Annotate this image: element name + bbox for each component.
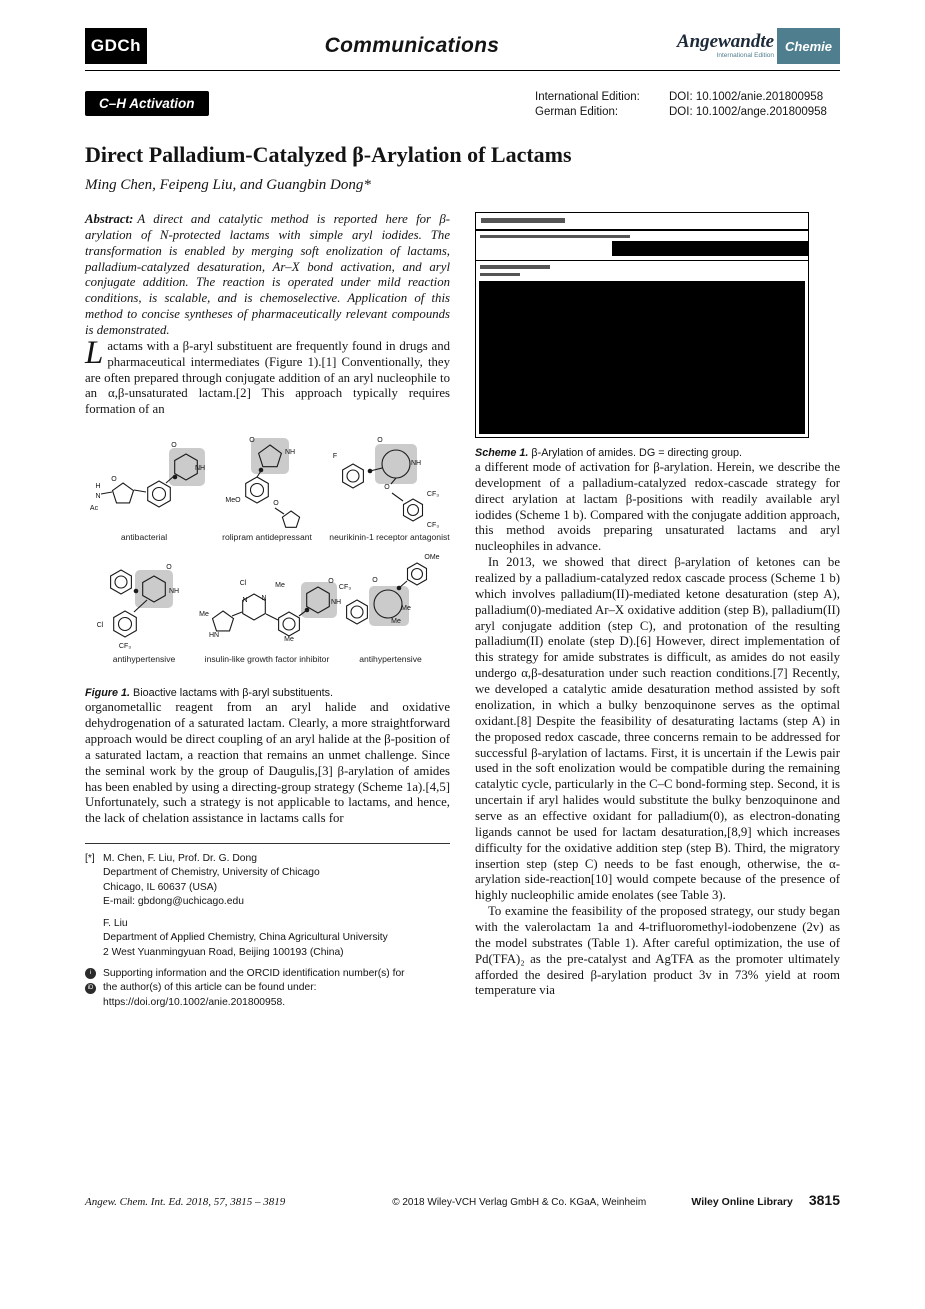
scheme-graphic-rule xyxy=(476,229,808,231)
supporting-line: Supporting information and the ORCID identification number(s) for xyxy=(103,967,405,979)
supporting-info-icon: i xyxy=(85,968,96,979)
email-link[interactable]: E-mail: gbdong@uchicago.edu xyxy=(103,896,244,908)
structure-label: antihypertensive xyxy=(359,654,422,665)
scheme-1-caption-label: Scheme 1. xyxy=(475,447,529,459)
atom-label: Cl xyxy=(96,622,104,630)
body-paragraph-5: To examine the feasibility of the proposed strategy, our study began with the valerolactam 1a and 4-trifluoromethyl-iodobenzene (2v) as the model substrates (Table 1). After careful optimization, the use of Pd(TFA)₂ as the pre-catalyst and AgTFA as the promoter ultimately afforded the desired β-arylation product 3v in 73% yield at room temperature via xyxy=(475,904,840,998)
dropcap: L xyxy=(85,334,104,371)
atom-label: N xyxy=(95,493,101,501)
angewandte-logo xyxy=(677,28,840,64)
intl-edition-label: International Edition: xyxy=(535,91,640,103)
affiliation-line: F. Liu xyxy=(103,917,128,929)
scheme-1-image xyxy=(475,212,809,438)
gdch-logo: GDCh xyxy=(85,28,147,64)
atom-label: O xyxy=(328,578,334,586)
footnote-rule xyxy=(85,843,450,844)
german-edition-doi[interactable]: DOI: 10.1002/ange.201800958 xyxy=(669,106,827,118)
body-paragraph-2: organometallic reagent from an aryl halide and oxidative dehydrogenation of a saturated lactam. Clearly, a more straightforward approach would be direct coupling of an aryl halide at the β-position of a saturated lactam, a reaction that remains an unmet challenge. Since the seminal work by the group of Daugulis,[3] β-arylation of amides has been enabled by using a directing-group strategy (Scheme 1a).[4,5] Unfortunately, such a strategy is not applicable to lactams, and hence, the lack of chelation assistance in lactams calls for xyxy=(85,700,450,826)
affiliation-line: M. Chen, F. Liu, Prof. Dr. G. Dong xyxy=(103,853,257,865)
footnote-marker-spacer xyxy=(85,917,103,960)
supporting-info-lines xyxy=(103,967,450,1010)
atom-label: Me xyxy=(275,582,285,590)
orcid-icon: iD xyxy=(85,983,96,994)
german-edition-label: German Edition: xyxy=(535,106,619,118)
right-column xyxy=(475,212,840,1017)
abstract-label: Abstract: xyxy=(85,212,134,226)
atom-label: O xyxy=(273,500,279,508)
figure-1 xyxy=(85,430,450,700)
atom-label: Me xyxy=(391,618,401,626)
page-number: 3815 xyxy=(808,1192,840,1208)
doi-link[interactable]: https://doi.org/10.1002/anie.201800958. xyxy=(103,996,286,1008)
atom-label: Me xyxy=(284,636,294,644)
scheme-graphic-rule xyxy=(476,260,808,261)
structure-label: insulin-like growth factor inhibitor xyxy=(204,654,330,665)
angewandte-wordmark xyxy=(677,32,774,60)
footnote-marker: [*] xyxy=(85,853,95,865)
scheme-graphic-block xyxy=(612,241,808,256)
atom-label: Ac xyxy=(89,505,99,513)
body-paragraph-3: a different mode of activation for β-arylation. Herein, we describe the development of a palladium-catalyzed redox-cascade strategy for direct arylation at lactam β-positions with readily available aryl iodides (Scheme 1 b). Compared with the conjugate addition approach, this method avoids preparing unsaturated lactams and aryl nucleophiles in advance. xyxy=(475,460,840,554)
angewandte-name: Angewandte xyxy=(676,31,775,53)
scheme-graphic-bar xyxy=(481,218,565,223)
figure-1-caption-label: Figure 1. xyxy=(85,687,130,700)
structure-label: antibacterial xyxy=(120,532,168,543)
journal-citation: Angew. Chem. Int. Ed. 2018, 57, 3815 – 3819 xyxy=(85,1196,286,1208)
intl-edition-doi[interactable]: DOI: 10.1002/anie.201800958 xyxy=(669,91,824,103)
affiliation-line: Department of Chemistry, University of Chicago xyxy=(103,867,320,879)
lactam-highlight xyxy=(251,438,289,474)
atom-label: O xyxy=(249,437,255,445)
scheme-graphic-bar xyxy=(480,265,550,269)
article-authors: Ming Chen, Feipeng Liu, and Guangbin Dong* xyxy=(85,177,371,193)
footnote-icons xyxy=(85,967,103,1010)
affiliation-line: Chicago, IL 60637 (USA) xyxy=(103,881,218,893)
atom-label: CF₃ xyxy=(118,643,132,651)
atom-label: O xyxy=(111,476,117,484)
copyright-notice: © 2018 Wiley-VCH Verlag GmbH & Co. KGaA, Weinheim xyxy=(392,1197,647,1208)
structure-label: neurikinin-1 receptor antagonist xyxy=(329,532,450,543)
abstract xyxy=(85,212,450,339)
atom-label: NH xyxy=(194,465,206,473)
scheme-1 xyxy=(475,212,840,460)
affiliation-line: 2 West Yuanmingyuan Road, Beijing 100193 (China) xyxy=(103,946,344,958)
topic-badge: C–H Activation xyxy=(85,91,209,116)
atom-label: H xyxy=(95,483,101,491)
affiliation-2 xyxy=(85,917,450,960)
affiliation-line: Department of Applied Chemistry, China Agricultural University xyxy=(103,932,388,944)
journal-section-title: Communications xyxy=(324,34,500,57)
page-footer xyxy=(85,1192,840,1208)
body-paragraph-1-text: actams with a β-aryl substituent are frequently found in drugs and pharmaceutical intermediates (Figure 1).[1] Conventionally, they are often prepared through conjugate addition of an aryl nucleophile to an α,β-unsaturated lactam.[2] This approach typically requires formation of an xyxy=(85,338,450,417)
scheme-graphic-bar xyxy=(480,235,630,238)
atom-label: NH xyxy=(168,588,180,596)
masthead-rule xyxy=(85,70,840,71)
atom-label: F xyxy=(332,453,338,461)
chemie-box: Chemie xyxy=(777,28,840,64)
atom-label: CF₃ xyxy=(338,584,352,592)
atom-label: N xyxy=(261,595,267,603)
atom-label: O xyxy=(166,564,172,572)
affiliation-1 xyxy=(85,852,450,910)
atom-label: MeO xyxy=(225,497,241,505)
abstract-text: A direct and catalytic method is reported here for β-arylation of N-protected lactams with simple aryl iodides. The transformation is enabled by merging soft enolization of lactams, palladium-catalyzed desaturation, Ar–X bond activation, and aryl conjugate addition. The reaction is operated under mild reaction conditions, is scalable, and is chemoselective. Application of this method to concise syntheses of pharmaceutically relevant compounds is demonstrated. xyxy=(85,212,450,338)
supporting-line: the author(s) of this article can be found under: xyxy=(103,982,317,994)
supporting-info xyxy=(85,967,450,1010)
angewandte-subtitle: International Edition xyxy=(716,52,775,60)
body-paragraph-1 xyxy=(85,334,450,418)
affiliation-2-lines xyxy=(103,917,450,960)
atom-label: NH xyxy=(284,449,296,457)
scheme-1-caption-text: β-Arylation of amides. DG = directing group. xyxy=(531,447,742,459)
journal-masthead xyxy=(85,24,840,68)
left-column xyxy=(85,212,450,1017)
footnote-block xyxy=(85,852,450,1010)
scheme-graphic-bar xyxy=(480,273,520,276)
footer-right xyxy=(691,1192,840,1208)
scheme-graphic-block xyxy=(479,281,805,434)
article-title: Direct Palladium-Catalyzed β-Arylation of Lactams xyxy=(85,142,572,167)
two-column-body xyxy=(85,212,840,1017)
atom-label: Me xyxy=(199,611,209,619)
figure-1-canvas xyxy=(85,430,450,680)
atom-label: O xyxy=(372,577,378,585)
scheme-1-caption xyxy=(475,446,840,460)
atom-label: OMe xyxy=(424,554,440,562)
atom-label: HN xyxy=(208,632,220,640)
figure-1-structures xyxy=(85,430,450,680)
atom-label: Cl xyxy=(239,580,247,588)
wiley-online-library-brand: Wiley Online Library xyxy=(691,1196,793,1208)
atom-label: Me xyxy=(401,605,411,613)
edition-dois xyxy=(535,91,840,118)
body-paragraph-4: In 2013, we showed that direct β-arylation of ketones can be realized by a palladium-catalyzed redox cascade process (Scheme 1 b) which involves palladium(II)-mediated ketone desaturation (step A), palladium(0)-mediated Ar–X oxidative addition (step B), palladium(II) aryl conjugate addition (step C), and protonation of the resulting palladium(II) enolate (step D).[6] However, direct implementation of this strategy for amide substrates is difficult, as amides do not easily undergo α,β-desaturation under such reaction conditions.[7] Recently, we developed a catalytic amide desaturation method assisted by soft enolization, in which a bulky benzoquinone serves as the optimal oxidant.[8] Despite the feasibility of desaturating lactams (step A) in the proposed redox cascade, three concerns remain to be addressed for successful β-arylation of lactams. First, it is uncertain if the Lewis pair used in the soft enolization would be compatible during the remaining catalytic cycle, particularly in the C–C bond-forming step. Second, it is uncertain if aryl halides would substitute the bulky benzoquinone and serve as an effective oxidant for palladium(0), as electron-donating ligands cannot be used for lactam desaturation,[8,9] which increases difficulty for the oxidative addition step (step B). Third, the migratory insertion step (step C) needs to be fast enough, otherwise, the α-arylation side-reaction[10] would compete because of the presence of highly nucleophilic amide enolates (see Table 3). xyxy=(475,555,840,903)
structure-label: antihypertensive xyxy=(112,654,176,665)
atom-label: NH xyxy=(410,460,422,468)
edition-row xyxy=(85,91,840,118)
atom-label: O xyxy=(377,437,383,445)
atom-label: N xyxy=(242,597,248,605)
structure-label: rolipram antidepressant xyxy=(222,532,312,543)
atom-label: CF₃ xyxy=(426,522,440,530)
figure-1-caption xyxy=(85,686,450,700)
atom-label: NH xyxy=(330,599,342,607)
atom-label: CF₃ xyxy=(426,491,440,499)
affiliation-1-lines xyxy=(103,852,450,910)
atom-label: O xyxy=(171,442,177,450)
figure-1-caption-text: Bioactive lactams with β-aryl substituents. xyxy=(133,687,334,700)
atom-label: O xyxy=(384,484,390,492)
